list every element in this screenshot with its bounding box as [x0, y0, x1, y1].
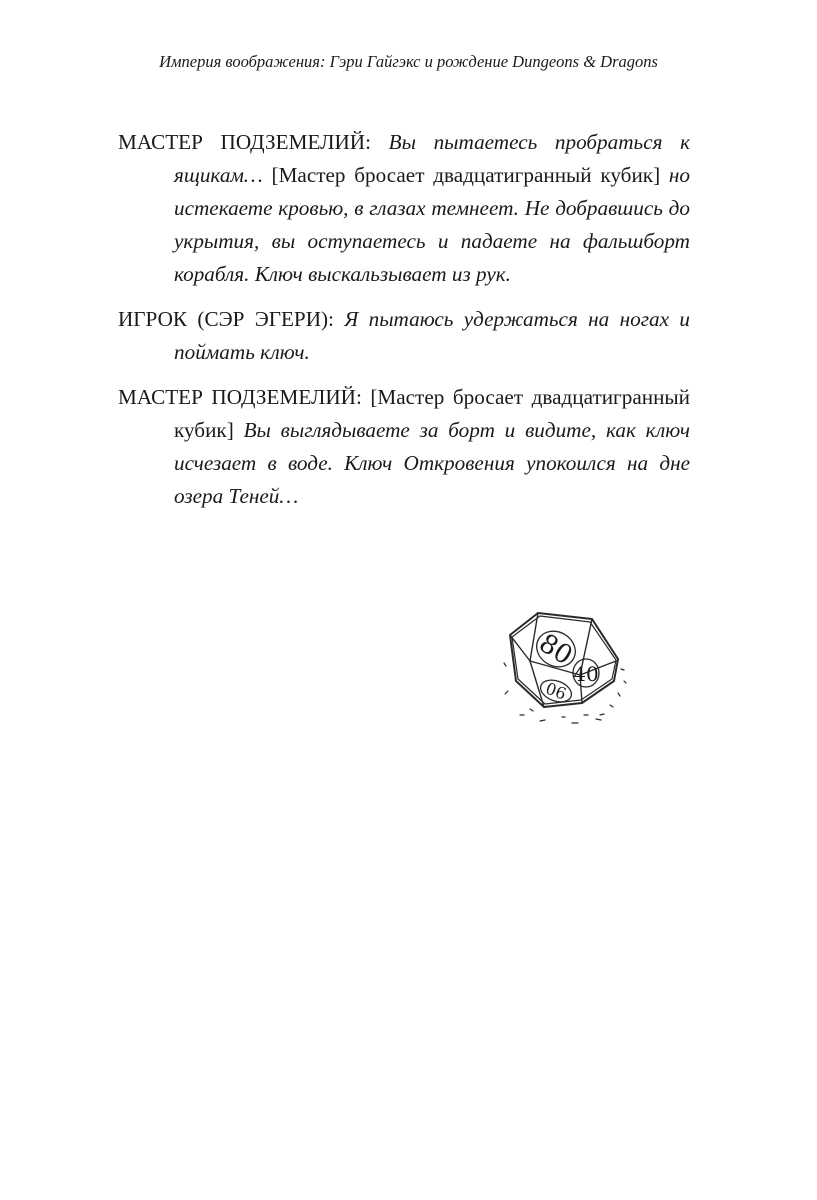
dialogue-entry-dungeon-master-1 — [118, 126, 690, 291]
speaker-label: МАСТЕР ПОДЗЕМЕЛИЙ: — [118, 130, 389, 154]
die-face-label: 90 — [543, 678, 569, 703]
speaker-label: ИГРОК (СЭР ЭГЕРИ): — [118, 307, 345, 331]
dialogue-line: Вы пытаетесь пробраться к ящикам… — [174, 130, 691, 187]
die-face-label: 40 — [573, 662, 599, 686]
stage-direction: [Мастер бросает двадцатигранный кубик] — [174, 385, 690, 442]
dialogue-line: Я пытаюсь удержаться на ногах и поймать ключ. — [174, 307, 690, 364]
die-face-label: 80 — [533, 628, 578, 672]
dialogue-line: Вы выглядываете за борт и видите, как ключ исчезает в воде. Ключ Откровения упокоился на дне озера Теней… — [174, 418, 690, 508]
speaker-label: МАСТЕР ПОДЗЕМЕЛИЙ: — [118, 385, 371, 409]
stage-direction: [Мастер бросает двадцатигранный кубик] — [271, 163, 661, 187]
dialogue-entry-player — [118, 303, 690, 369]
dialogue-line: но истекаете кровью, в глазах темнеет. Не добравшись до укрытия, вы оступаетесь и падаете на фальшборт корабля. Ключ выскальзывает из рук. — [174, 163, 691, 286]
dialogue-block — [118, 126, 690, 525]
running-head: Империя воображения: Гэри Гайгэкс и рождение Dungeons & Dragons — [159, 52, 658, 71]
dialogue-entry-dungeon-master-2 — [118, 381, 690, 513]
ten-sided-die-icon — [500, 605, 635, 730]
